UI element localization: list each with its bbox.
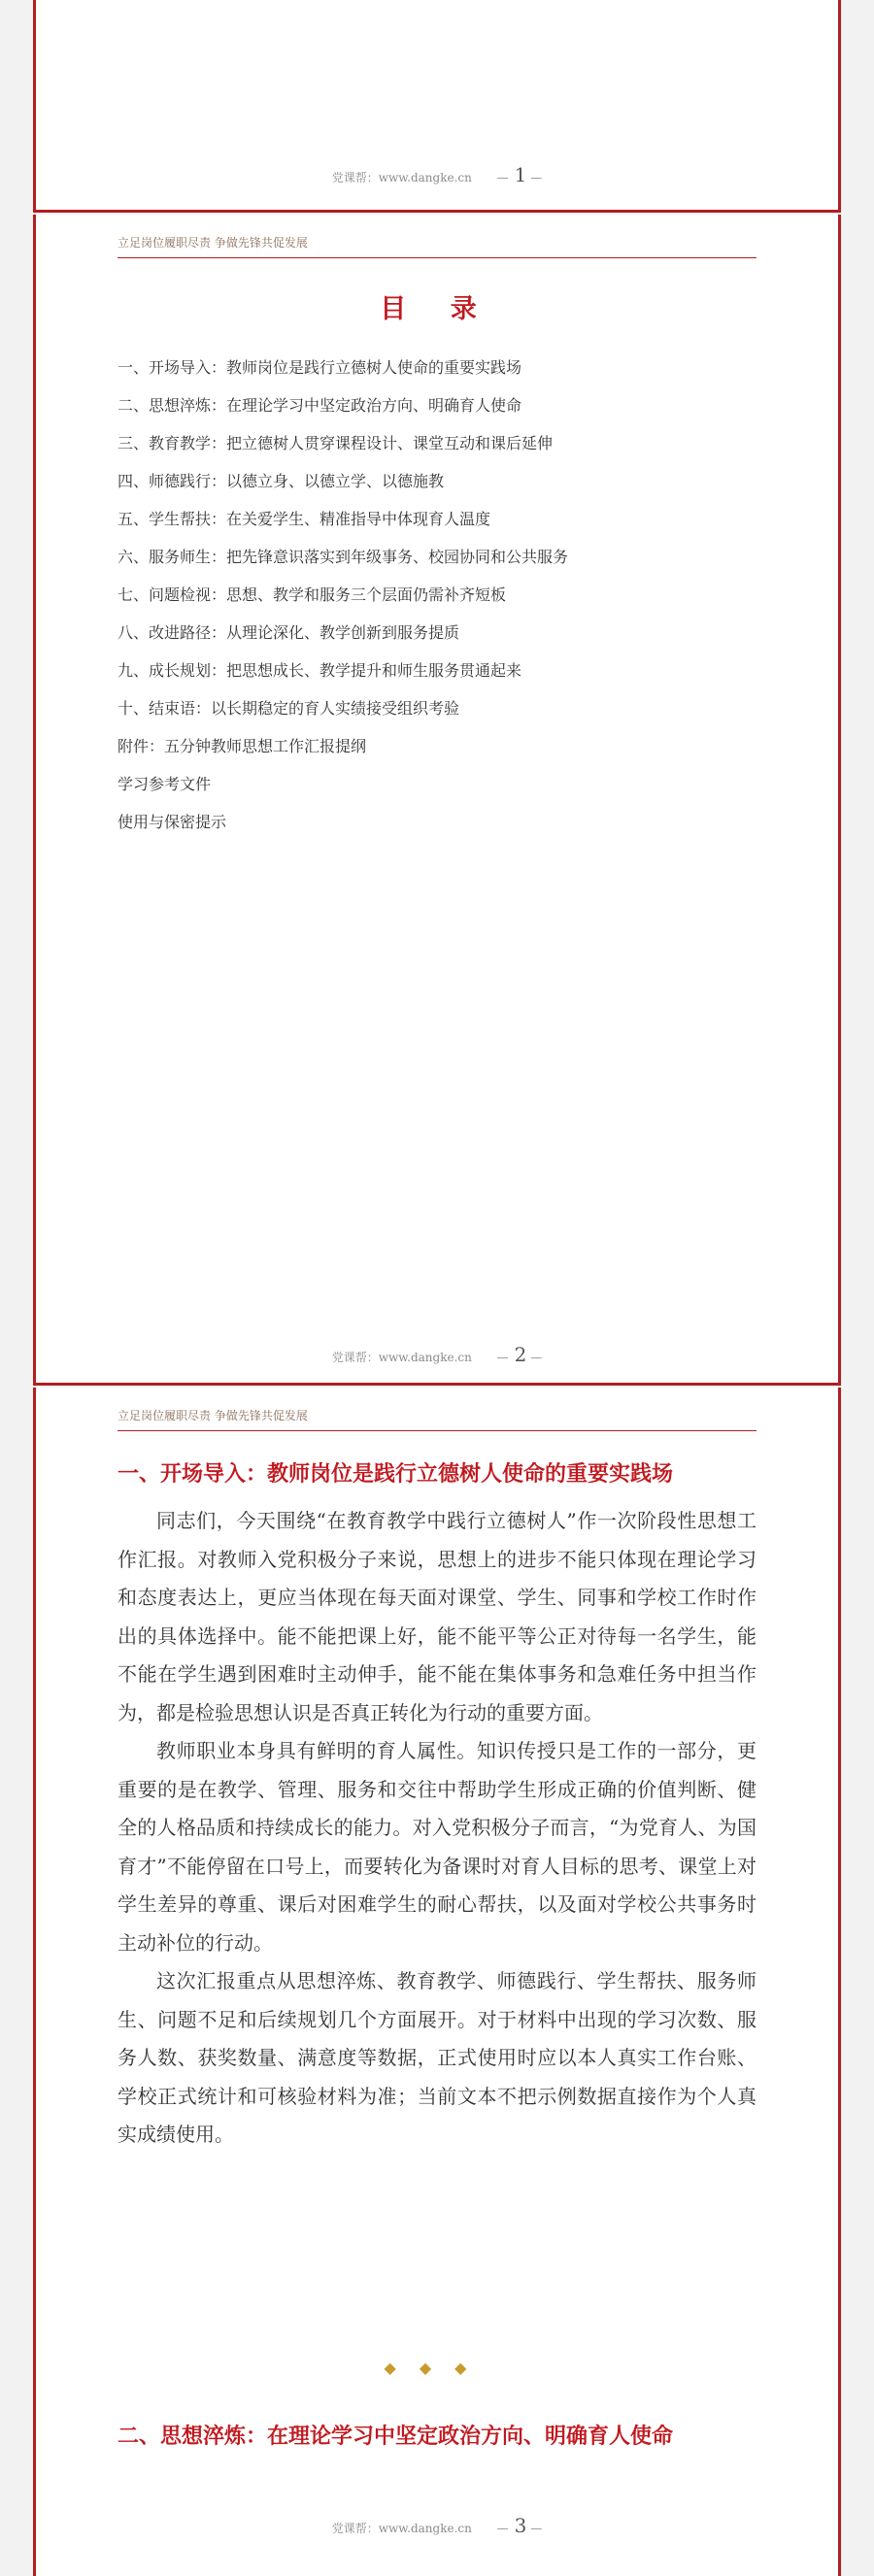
page-footer bbox=[36, 163, 838, 186]
footer-dash-right: — bbox=[530, 171, 543, 184]
page-2 bbox=[33, 215, 841, 1383]
toc-item[interactable]: 八、改进路径：从理论深化、教学创新到服务提质 bbox=[118, 623, 460, 642]
running-header: 立足岗位履职尽责 争做先锋共促发展 bbox=[118, 236, 308, 250]
page-separator bbox=[33, 210, 841, 213]
toc-item[interactable]: 十、结束语：以长期稳定的育人实绩接受组织考验 bbox=[118, 699, 460, 718]
footer-site: 党课帮：www.dangke.cn bbox=[331, 171, 472, 184]
toc-item[interactable]: 学习参考文件 bbox=[118, 775, 212, 793]
toc-item[interactable]: 二、思想淬炼：在理论学习中坚定政治方向、明确育人使命 bbox=[118, 396, 522, 415]
toc-item[interactable]: 一、开场导入：教师岗位是践行立德树人使命的重要实践场 bbox=[118, 358, 522, 377]
toc-list bbox=[118, 349, 756, 841]
page-separator bbox=[33, 1383, 841, 1386]
toc-item[interactable]: 五、学生帮扶：在关爱学生、精准指导中体现育人温度 bbox=[118, 510, 491, 528]
header-rule bbox=[118, 257, 756, 258]
page-1 bbox=[33, 0, 841, 210]
running-header: 立足岗位履职尽责 争做先锋共促发展 bbox=[118, 1409, 308, 1422]
toc-item[interactable]: 三、教育教学：把立德树人贯穿课程设计、课堂互动和课后延伸 bbox=[118, 434, 554, 452]
page-footer bbox=[36, 1343, 838, 1366]
paragraph: 同志们，今天围绕“在教育教学中践行立德树人”作一次阶段性思想工作汇报。对教师入党积极分子来说，思想上的进步不能只体现在理论学习和态度表达上，更应当体现在每天面对课堂、学生、同事和学校工作时作出的具体选择中。能不能把课上好，能不能平等公正对待每一名学生，能不能在学生遇到困难时主动伸手，能不能在集体事务和急难任务中担当作为，都是检验思想认识是否真正转化为行动的重要方面。 bbox=[118, 1509, 756, 1724]
section-1-body bbox=[118, 1502, 756, 2155]
paragraph: 这次汇报重点从思想淬炼、教育教学、师德践行、学生帮扶、服务师生、问题不足和后续规划几个方面展开。对于材料中出现的学习次数、服务人数、获奖数量、满意度等数据，正式使用时应以本人真实工作台账、学校正式统计和可核验材料为准；当前文本不把示例数据直接作为个人真实成绩使用。 bbox=[118, 1969, 756, 2146]
page-footer bbox=[36, 2514, 838, 2537]
toc-item[interactable]: 附件：五分钟教师思想工作汇报提纲 bbox=[118, 737, 367, 755]
section-2-heading: 二、思想淬炼：在理论学习中坚定政治方向、明确育人使命 bbox=[118, 2425, 674, 2449]
footer-site: 党课帮：www.dangke.cn bbox=[331, 1351, 472, 1364]
page-number: 3 bbox=[514, 2514, 527, 2537]
toc-item[interactable]: 六、服务师生：把先锋意识落实到年级事务、校园协同和公共服务 bbox=[118, 548, 569, 566]
footer-site: 党课帮：www.dangke.cn bbox=[331, 2522, 472, 2535]
footer-dash-right: — bbox=[530, 2522, 543, 2535]
footer-dash-left: — bbox=[496, 2522, 509, 2535]
toc-item[interactable]: 四、师德践行：以德立身、以德立学、以德施教 bbox=[118, 472, 445, 490]
footer-dash-right: — bbox=[530, 1351, 543, 1364]
section-1-heading: 一、开场导入：教师岗位是践行立德树人使命的重要实践场 bbox=[118, 1462, 674, 1487]
paragraph: 教师职业本身具有鲜明的育人属性。知识传授只是工作的一部分，更重要的是在教学、管理、服务和交往中帮助学生形成正确的价值判断、健全的人格品质和持续成长的能力。对入党积极分子而言，“为党育人、为国育才”不能停留在口号上，而要转化为备课时对育人目标的思考、课堂上对学生差异的尊重、课后对困难学生的耐心帮扶，以及面对学校公共事务时主动补位的行动。 bbox=[118, 1739, 756, 1955]
toc-title: 目 录 bbox=[380, 294, 494, 324]
footer-dash-left: — bbox=[496, 1351, 509, 1364]
page-number: 1 bbox=[514, 163, 527, 186]
footer-dash-left: — bbox=[496, 171, 509, 184]
section-divider: ◆◆◆ bbox=[384, 2359, 490, 2377]
page-3 bbox=[33, 1388, 841, 2576]
header-rule bbox=[118, 1430, 756, 1431]
toc-item[interactable]: 七、问题检视：思想、教学和服务三个层面仍需补齐短板 bbox=[118, 585, 507, 604]
toc-item[interactable]: 使用与保密提示 bbox=[118, 813, 227, 831]
toc-item[interactable]: 九、成长规划：把思想成长、教学提升和师生服务贯通起来 bbox=[118, 661, 522, 680]
page-number: 2 bbox=[514, 1343, 527, 1366]
